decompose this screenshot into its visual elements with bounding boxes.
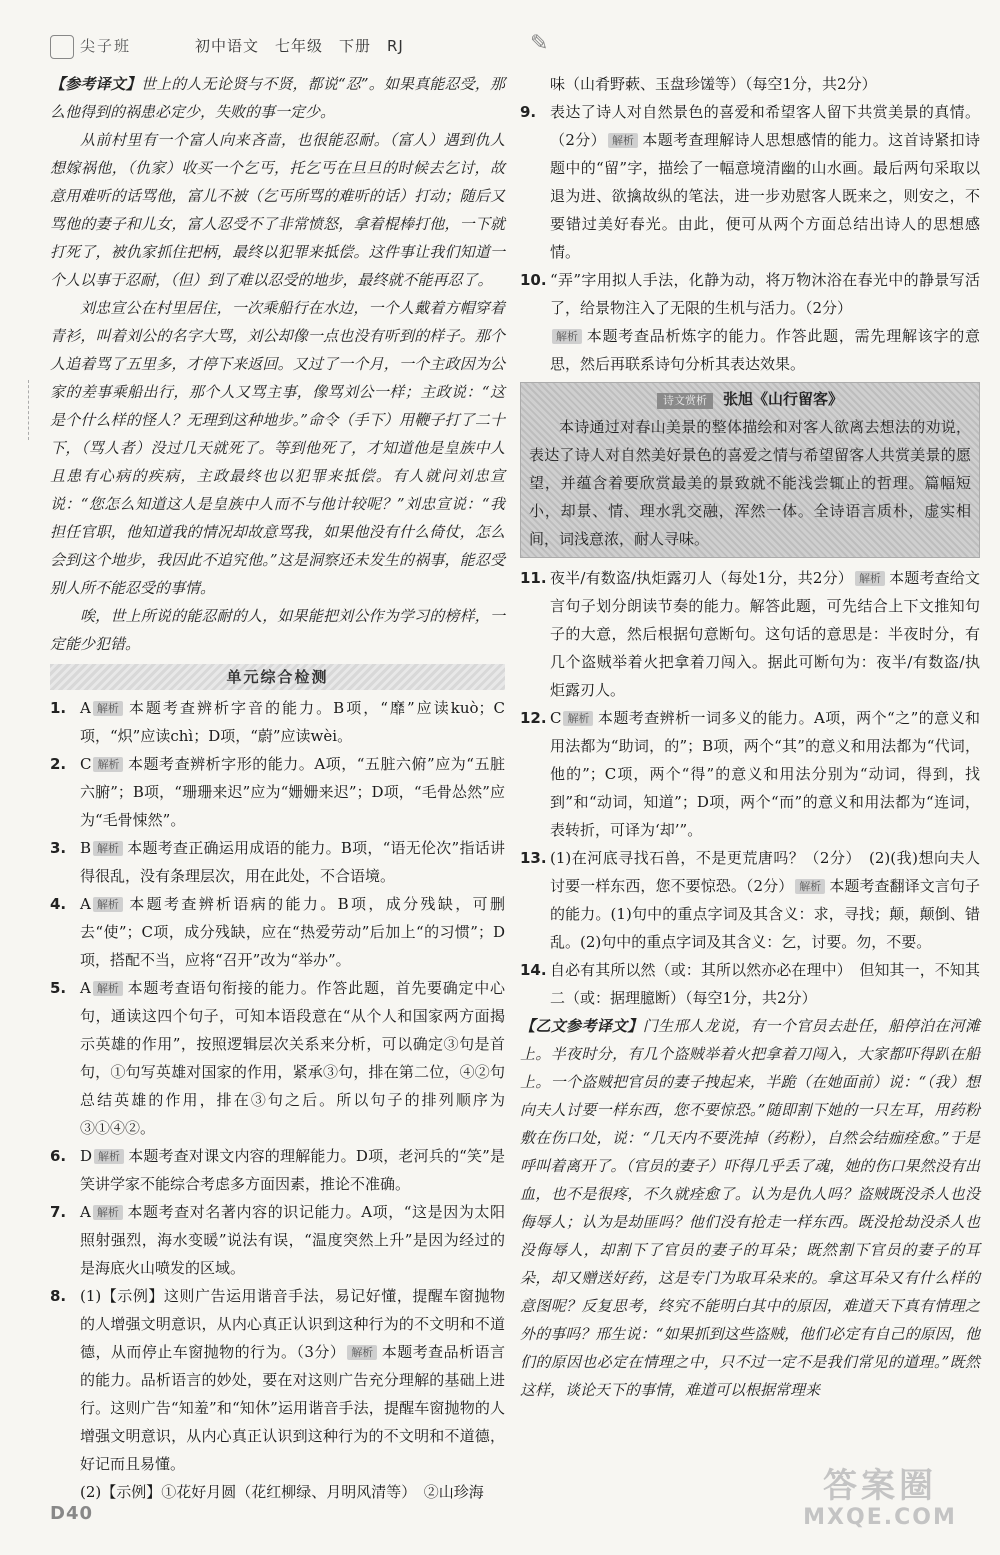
- yi-translation: [520, 1012, 980, 1404]
- item-number: 9.: [520, 103, 537, 121]
- box-label: 诗文赏析: [657, 393, 713, 409]
- item-number: 13.: [520, 849, 547, 867]
- analysis-tag: 解析: [552, 329, 582, 344]
- yi-label: 【乙文参考译文】: [520, 1017, 643, 1035]
- item-8-part-1: (1)【示例】这则广告运用谐音手法，易记好懂，提醒车窗抛物的人增强文明意识，从内心真正认识到这种行为的不文明和不道德，从而停止车窗抛物的行为。（3分）: [80, 1287, 505, 1361]
- brand-icon: [50, 35, 74, 59]
- item-analysis: 本题考查辨析语病的能力。B项，成分残缺，可删去“使”；C项，成分残缺，应在“热爱劳动”后加上“的习惯”；D项，搭配不当，应将“召开”改为“举办”。: [80, 895, 505, 969]
- analysis-tag: 解析: [608, 133, 638, 148]
- section-title: 单元综合检测: [50, 664, 505, 690]
- answer-item-11: [520, 564, 980, 704]
- item-13-answer: (1)在河底寻找石兽，不是更荒唐吗？（2分） (2)(我)想向夫人讨要一样东西，您不要惊恐。（2分）: [550, 849, 980, 895]
- item-answer: D: [80, 1147, 93, 1165]
- right-column: [520, 70, 980, 1404]
- doodle-icon: ✎: [530, 31, 549, 56]
- answer-item: [50, 750, 505, 834]
- box-header: [529, 385, 971, 413]
- left-column: [50, 70, 505, 1506]
- item-answer: A: [80, 1203, 91, 1221]
- page-number: D40: [50, 1503, 93, 1524]
- answer-item-12: [520, 704, 980, 844]
- box-body: 本诗通过对春山美景的整体描绘和对客人欲离去想法的劝说，表达了诗人对自然美好景色的喜爱之情与希望留客人共赏美景的愿望，并蕴含着要欣赏最美的景致就不能浅尝辄止的哲理。篇幅短小，却景、情、理水乳交融，浑然一体。全诗语言质朴，虚实相间，词浅意浓，耐人寻味。: [529, 418, 971, 548]
- item-answer: A: [80, 895, 91, 913]
- reference-translation-intro: [50, 70, 505, 126]
- page-header: [50, 30, 950, 62]
- answer-item-8-part-2: [50, 1478, 505, 1506]
- analysis-tag: 解析: [93, 1205, 123, 1220]
- analysis-tag: 解析: [93, 981, 123, 996]
- item-10-answer: “弄”字用拟人手法，化静为动，将万物沐浴在春光中的静景写活了，给景物注入了无限的生机与活力。（2分）: [550, 271, 980, 317]
- answer-item-14: [520, 956, 980, 1012]
- watermark-logo: [780, 1466, 980, 1540]
- item-answer: A: [80, 979, 91, 997]
- watermark-top: 答案圈: [823, 1466, 937, 1506]
- item-answer: C: [80, 755, 92, 773]
- analysis-tag: 解析: [93, 757, 123, 772]
- answer-item: [50, 1198, 505, 1282]
- poem-appreciation-box: [520, 382, 980, 558]
- analysis-tag: 解析: [93, 701, 123, 716]
- answer-item: [50, 974, 505, 1142]
- item-answer: A: [80, 699, 91, 717]
- answer-item-13: [520, 844, 980, 956]
- item-12-answer: C: [550, 709, 562, 727]
- analysis-tag: 解析: [93, 841, 123, 856]
- brand-name: 尖子班: [80, 37, 132, 55]
- item-analysis: 本题考查对课文内容的理解能力。D项，老河兵的“笑”是笑讲学家不能综合考虑多方面因素，推论不准确。: [80, 1147, 505, 1193]
- analysis-tag: 解析: [347, 1345, 377, 1360]
- answer-item-8: [50, 1282, 505, 1478]
- item-8-analysis: 本题考查品析语言的能力。品析语言的妙处，要在对这则广告充分理解的基础上进行。这则广告“知羞”和“知休”运用谐音手法，提醒车窗抛物的人增强文明意识，从内心真正认识到这种行为的不文明和不道德，好记而且易懂。: [80, 1343, 505, 1473]
- answer-item-9: [520, 98, 980, 266]
- answer-item: [50, 694, 505, 750]
- analysis-tag: 解析: [563, 711, 593, 726]
- continued-line: 味（山肴野蔌、玉盘珍馐等）（每空1分，共2分）: [550, 75, 877, 93]
- reference-paragraph: 从前村里有一个富人向来吝啬，也很能忍耐。（富人）遇到仇人想嫁祸他，（仇家）收买一个乞丐，托乞丐在旦旦的时候去乞讨，故意用难听的话骂他，富儿不被（乞丐所骂的难听的话）打动；随后又骂他的妻子和儿女，富人忍受不了非常愤怒，拿着棍棒打他，一下就打死了，被仇家抓住把柄，最终以犯罪来抵偿。这件事让我们知道一个人以事于忍耐，（但）到了难以忍受的地步，最终就不能再忍了。: [50, 131, 505, 289]
- item-9-answer: 表达了诗人对自然景色的喜爱和希望客人留下共赏美景的真情。（2分）: [550, 103, 980, 149]
- item-analysis: 本题考查辨析字音的能力。B项，“靡”应读kuò；C项，“炽”应读chì；D项，“蔚”应读wèi。: [80, 699, 505, 745]
- item-number: 2.: [50, 755, 67, 773]
- analysis-tag: 解析: [795, 879, 825, 894]
- analysis-tag: 解析: [93, 897, 123, 912]
- answer-list: [50, 694, 505, 1282]
- item-11-answer: 夜半/有数盗/执炬露刃人（每处1分，共2分）: [550, 569, 853, 587]
- answer-item: [50, 834, 505, 890]
- yi-text: 门生邢人龙说，有一个官员去赴任，船停泊在河滩上。半夜时分，有几个盗贼举着火把拿着刀闯入，大家都吓得趴在船上。一个盗贼把官员的妻子拽起来，半跪（在她面前）说：“（我）想向夫人讨要一样东西，您不要惊恐。”随即割下她的一只左耳，用药粉敷在伤口处，说：“几天内不要洗掉（药粉），自然会结痂痊愈。”于是呼叫着离开了。（官员的妻子）吓得几乎丢了魂，她的伤口果然没有出血，也不是很疼，不久就痊愈了。认为是仇人吗？盗贼既没杀人也没侮辱人；认为是劫匪吗？他们没有抢走一样东西。既没抢劫没杀人也没侮辱人，却割下了官员的妻子的耳朵；既然割下官员的妻子的耳朵，却又赠送好药，这是专门为取耳朵来的。拿这耳朵又有什么样的意图呢？反复思考，终究不能明白其中的原因，难道天下真有情理之外的事吗？邢生说：“如果抓到这些盗贼，他们必定有自己的原因，他们的原因也必定在情理之中，只不过一定不是我们常见的道理。”既然这样，谈论天下的事情，难道可以根据常理来: [520, 1017, 980, 1399]
- watermark-bottom: MXQE.COM: [803, 1505, 957, 1530]
- item-number: 6.: [50, 1147, 67, 1165]
- item-14-answer: 自必有其所以然（或：其所以然亦必在理中） 但知其一，不知其二（或：据理臆断）（每空1分，共2分）: [550, 961, 980, 1007]
- item-13-analysis: 本题考查翻译文言句子的能力。(1)句中的重点字词及其含义：求，寻找；颠，颠倒、错乱。(2)句中的重点字词及其含义：乞，讨要。勿，不要。: [550, 877, 980, 951]
- item-number: 11.: [520, 569, 547, 587]
- analysis-tag: 解析: [94, 1149, 124, 1164]
- answer-item: [50, 1142, 505, 1198]
- item-number: 5.: [50, 979, 67, 997]
- item-analysis: 本题考查辨析字形的能力。A项，“五脏六俯”应为“五脏六腑”；B项，“珊珊来迟”应为“姗姗来迟”；D项，“毛骨怂然”应为“毛骨悚然”。: [80, 755, 505, 829]
- item-9-analysis: 本题考查理解诗人思想感情的能力。这首诗紧扣诗题中的“留”字，描绘了一幅意境清幽的山水画。最后两句采取以退为进、欲擒故纵的笔法，进一步劝慰客人既来之，则安之，不要错过美好春光。由此，便可从两个方面总结出诗人的思想感情。: [550, 131, 980, 261]
- answer-item-10: [520, 266, 980, 378]
- item-10-analysis: 本题考查品析炼字的能力。作答此题，需先理解该字的意思，然后再联系诗句分析其表达效果。: [550, 327, 980, 373]
- item-8-part-2: (2)【示例】①花好月圆（花红柳绿、月明风清等） ②山珍海: [80, 1483, 484, 1501]
- item-number: 10.: [520, 271, 547, 289]
- analysis-tag: 解析: [855, 571, 885, 586]
- book-subject: 初中语文 七年级 下册 RJ: [195, 37, 404, 55]
- reference-paragraph: 刘忠宣公在村里居住，一次乘船行在水边，一个人戴着方帽穿着青衫，叫着刘公的名字大骂，刘公却像一点也没有听到的样子。那个人追着骂了五里多，才停下来返回。又过了一个月，一个主政因为公家的差事乘船出行，那个人又骂主事，像骂刘公一样；主政说：“这是个什么样的怪人？无理到这种地步。”命令（手下）用鞭子打了二十下，（骂人者）没过几天就死了。等到他死了，才知道他是皇族中人且患有心病的疾病，主政最终也以犯罪来抵偿。有人就问刘忠宣说：“您怎么知道这人是皇族中人而不与他计较呢？”刘忠宣说：“我担任官职，他知道我的情况却故意骂我，如果他没有什么倚仗，怎么会到这个地步，我因此不追究他。”这是洞察还未发生的祸事，能忍受别人所不能忍受的事情。: [50, 299, 505, 597]
- item-number: 1.: [50, 699, 67, 717]
- reference-paragraph: 唉，世上所说的能忍耐的人，如果能把刘公作为学习的榜样，一定能少犯错。: [50, 607, 505, 653]
- item-analysis: 本题考查语句衔接的能力。作答此题，首先要确定中心句，通读这四个句子，可知本语段意在“从个人和国家两方面揭示英雄的作用”，按照逻辑层次关系来分析，可以确定③句是首句，①句写英雄对国家的作用，紧承③句，排在第二位，④②句总结英雄的作用，排在③句之后。所以句子的排列顺序为③①④②。: [80, 979, 505, 1137]
- item-number: 14.: [520, 961, 547, 979]
- item-answer: B: [80, 839, 92, 857]
- item-12-analysis: 本题考查辨析一词多义的能力。A项，两个“之”的意义和用法都为“助词，的”；B项，两个“其”的意义和用法都为“代词，他的”；C项，两个“得”的意义和用法分别为“动词，得到，找到”和“动词，知道”；D项，两个“而”的意义和用法都为“连词，表转折，可译为‘却’”。: [550, 709, 981, 839]
- item-number: 3.: [50, 839, 67, 857]
- reference-label: 【参考译文】: [50, 75, 141, 93]
- box-title: 张旭《山行留客》: [722, 390, 843, 408]
- item-analysis: 本题考查正确运用成语的能力。B项，“语无伦次”指话讲得很乱，没有条理层次，用在此处，不合语境。: [80, 839, 505, 885]
- brand-logo: [50, 32, 131, 60]
- item-number: 7.: [50, 1203, 67, 1221]
- item-analysis: 本题考查对名著内容的识记能力。A项，“这是因为太阳照射强烈，海水变暖”说法有误，“温度突然上升”是因为经过的是海底火山喷发的区域。: [80, 1203, 505, 1277]
- item-11-analysis: 本题考查给文言句子划分朗读节奏的能力。解答此题，可先结合上下文推知句子的大意，然后根据句意断句。这句话的意思是：半夜时分，有几个盗贼举着火把拿着刀闯入。据此可断句为：夜半/有数盗/执炬露刃人。: [550, 569, 980, 699]
- item-number: 8.: [50, 1287, 67, 1305]
- reference-first-text: 世上的人无论贤与不贤，都说“忍”。如果真能忍受，那么他得到的祸患必定少，失败的事一定少。: [50, 75, 505, 121]
- answer-item: [50, 890, 505, 974]
- item-number: 12.: [520, 709, 547, 727]
- item-number: 4.: [50, 895, 67, 913]
